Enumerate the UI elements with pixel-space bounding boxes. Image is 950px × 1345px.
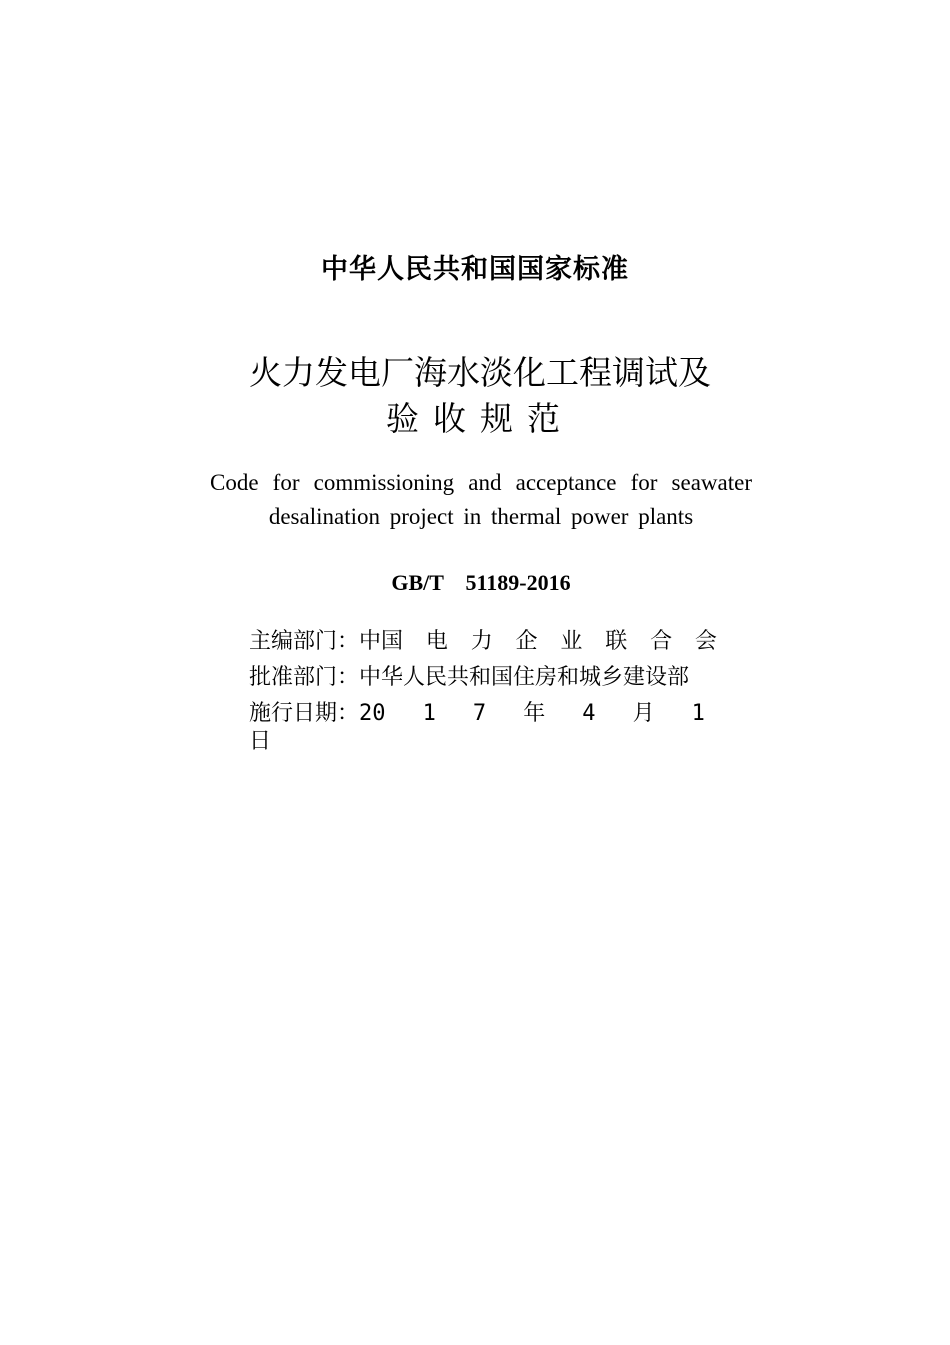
- editor-char: 会: [694, 629, 717, 654]
- english-title-line-2: desalination project in thermal power plants: [268, 504, 694, 529]
- editor-char: 中国: [359, 629, 404, 654]
- effective-date-part: 1: [422, 701, 436, 726]
- effective-date-part: 1: [691, 701, 705, 726]
- approver-value: 中华人民共和国住房和城乡建设部: [359, 665, 690, 690]
- approver-label: 批准部门：: [249, 665, 360, 690]
- effective-date-row: [249, 696, 719, 760]
- editor-value: [359, 624, 729, 660]
- standard-number: GB/T 51189-2016: [391, 570, 571, 595]
- effective-date-part: 7: [472, 701, 487, 726]
- editor-char: 合: [650, 629, 673, 654]
- chinese-title-line-2: 验收规范: [386, 399, 574, 438]
- editor-row: [249, 624, 729, 660]
- editor-label: 主编部门：: [249, 629, 360, 654]
- editor-char: 联: [605, 629, 628, 654]
- effective-date-label: 施行日期：: [249, 701, 360, 726]
- effective-date-end: 日: [249, 729, 272, 754]
- chinese-title-line-1: 火力发电厂海水淡化工程调试及: [249, 353, 711, 392]
- english-title-line-1: Code for commissioning and acceptance for seawater: [210, 470, 752, 495]
- editor-char: 力: [470, 629, 493, 654]
- editor-char: 电: [425, 629, 448, 654]
- effective-date-part: 年: [523, 701, 546, 726]
- effective-date-part: 月: [632, 701, 655, 726]
- approver-row: [249, 660, 729, 696]
- editor-char: 企: [515, 629, 538, 654]
- effective-date-part: 20: [359, 701, 386, 726]
- chinese-title: [0, 350, 950, 442]
- editor-char: 业: [560, 629, 583, 654]
- standard-heading: 中华人民共和国国家标准: [321, 254, 629, 285]
- effective-date-part: 4: [582, 701, 596, 726]
- english-title: [210, 466, 752, 534]
- document-info: [249, 624, 729, 760]
